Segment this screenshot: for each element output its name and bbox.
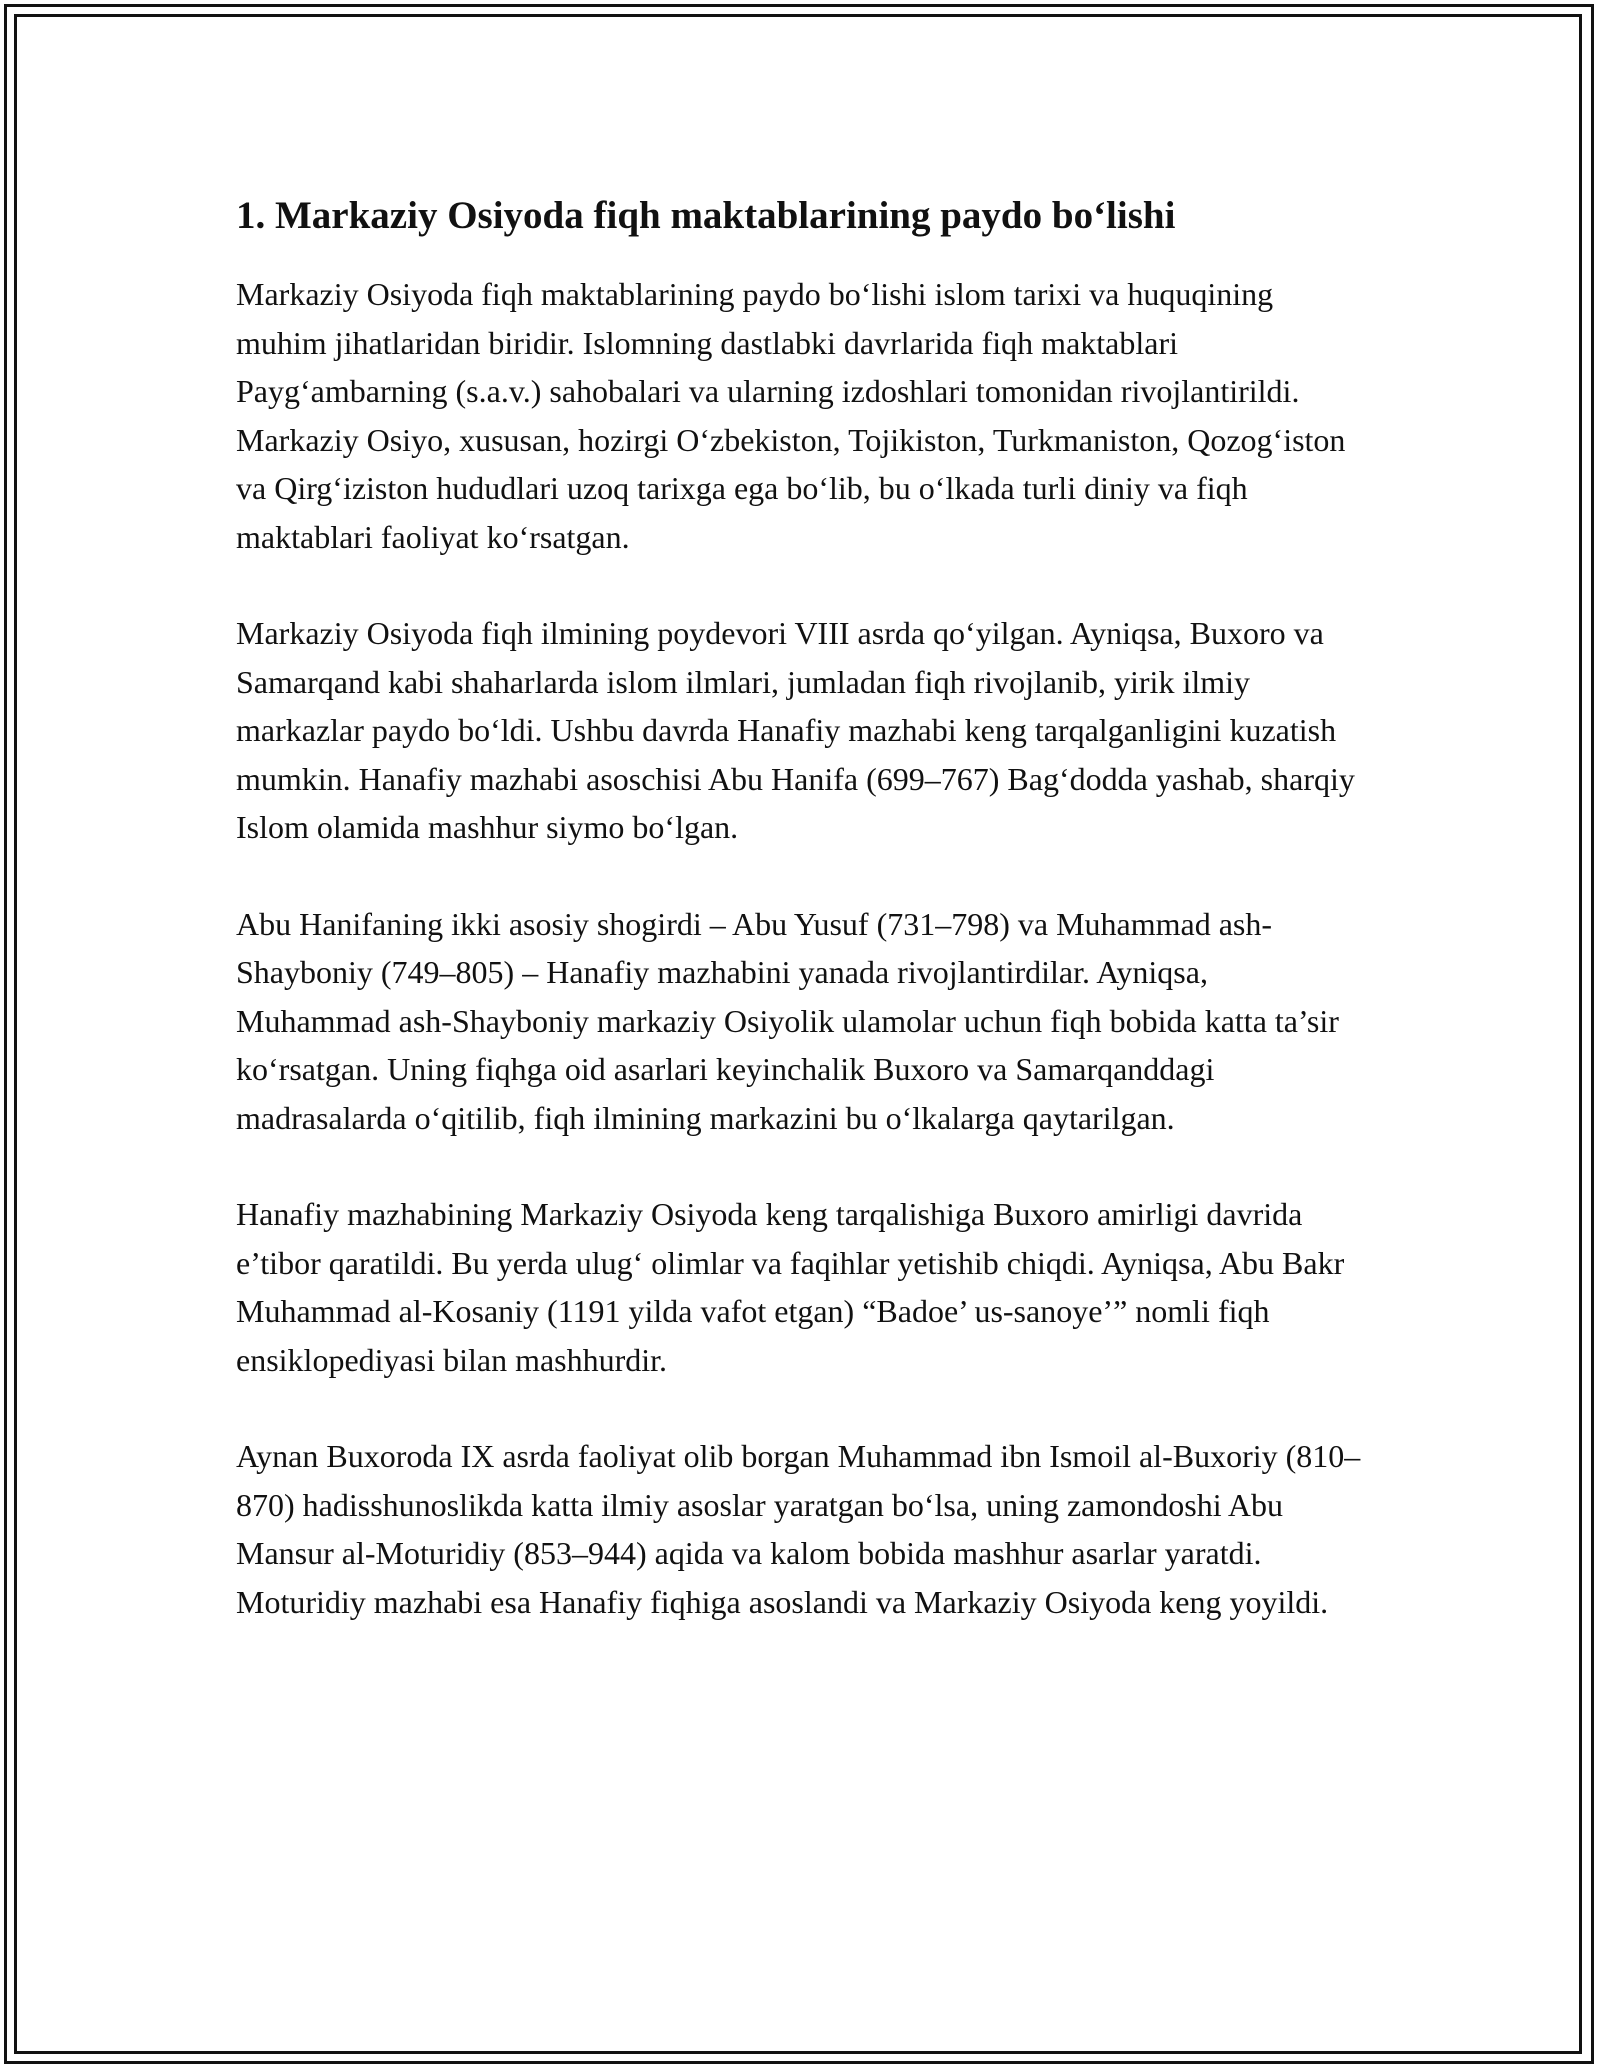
paragraph-1: Markaziy Osiyoda fiqh maktablarining paydo bo‘lishi islom tarixi va huquqining muhim jihatlaridan biridir. Islomning dastlabki davrlarida fiqh maktablari Payg‘ambarning (s.a.v.) sahobalari va ularning izdoshlari tomonidan rivojlantirildi. Markaziy Osiyo, xususan, hozirgi O‘zbekiston, Tojikiston, Turkmaniston, Qozog‘iston va Qirg‘iziston hududlari uzoq tarixga ega bo‘lib, bu o‘lkada turli diniy va fiqh maktablari faoliyat ko‘rsatgan. bbox=[236, 276, 1346, 555]
paragraph-2: Markaziy Osiyoda fiqh ilmining poydevori VIII asrda qo‘yilgan. Ayniqsa, Buxoro va Samarqand kabi shaharlarda islom ilmlari, jumladan fiqh rivojlanib, yirik ilmiy markazlar paydo bo‘ldi. Ushbu davrda Hanafiy mazhabi keng tarqalganligini kuzatish mumkin. Hanafiy mazhabi asoschisi Abu Hanifa (699–767) Bag‘dodda yashab, sharqiy Islom olamida mashhur siymo bo‘lgan. bbox=[236, 615, 1355, 845]
document-body bbox=[236, 188, 1366, 1674]
paragraph-3: Abu Hanifaning ikki asosiy shogirdi – Abu Yusuf (731–798) va Muhammad ash-Shayboniy (749–805) – Hanafiy mazhabini yanada rivojlantirdilar. Ayniqsa, Muhammad ash-Shayboniy markaziy Osiyolik ulamolar uchun fiqh bobida katta ta’sir ko‘rsatgan. Uning fiqhga oid asarlari keyinchalik Buxoro va Samarqanddagi madrasalarda o‘qitilib, fiqh ilmining markazini bu o‘lkalarga qaytarilgan. bbox=[236, 905, 1339, 1136]
section-heading: 1. Markaziy Osiyoda fiqh maktablarining paydo bo‘lishi bbox=[236, 194, 1176, 237]
paragraph-5: Aynan Buxoroda IX asrda faoliyat olib borgan Muhammad ibn Ismoil al-Buxoriy (810–870) hadisshunoslikda katta ilmiy asoslar yaratgan bo‘lsa, uning zamondoshi Abu Mansur al-Moturidiy (853–944) aqida va kalom bobida mashhur asarlar yaratdi. Moturidiy mazhabi esa Hanafiy fiqhiga asoslandi va Markaziy Osiyoda keng yoyildi. bbox=[236, 1438, 1361, 1620]
paragraph-4: Hanafiy mazhabining Markaziy Osiyoda keng tarqalishiga Buxoro amirligi davrida e’tibor qaratildi. Bu yerda ulug‘ olimlar va faqihlar yetishib chiqdi. Ayniqsa, Abu Bakr Muhammad al-Kosaniy (1191 yilda vafot etgan) “Badoe’ us-sanoye’” nomli fiqh ensiklopediyasi bilan mashhurdir. bbox=[236, 1196, 1345, 1378]
